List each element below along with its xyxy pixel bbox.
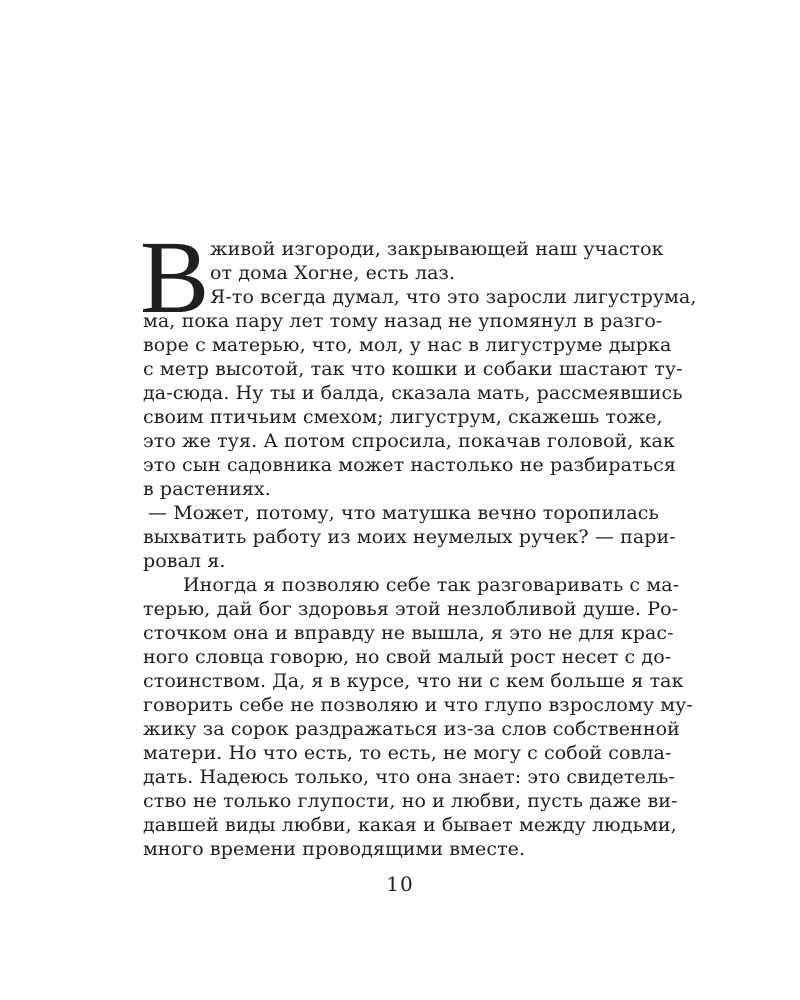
text-line: матери. Но что есть, то есть, не могу с собой совла- — [143, 742, 672, 764]
text-line: говорить себе не позволяю и что глупо взрослому му- — [143, 694, 693, 716]
text-line: Я-то всегда думал, что это заросли лигуструма, — [210, 286, 697, 308]
text-line: выхватить работу из моих неумелых ручек? — пари- — [143, 526, 676, 548]
text-line: много времени проводящими вместе. — [143, 838, 526, 860]
dialogue-line: — Может, потому, что матушка вечно торопилась — [148, 502, 659, 524]
text-line: это сын садовника может настолько не разбираться — [143, 454, 676, 476]
text-line: да-сюда. Ну ты и балда, сказала мать, рассмеявшись — [143, 382, 683, 404]
text-line: своим птичьим смехом; лигуструм, скажешь тоже, — [143, 406, 663, 428]
text-line: ровал я. — [143, 550, 226, 572]
text-line: терью, дай бог здоровья этой незлобливой душе. Ро- — [143, 598, 679, 620]
drop-cap-letter: В — [140, 220, 210, 335]
text-line: давшей виды любви, какая и бывает между людьми, — [143, 814, 677, 836]
text-line: в растениях. — [143, 478, 271, 500]
text-line: от дома Хогне, есть лаз. — [210, 262, 456, 284]
text-line: стоинством. Да, я в курсе, что ни с кем больше я так — [143, 670, 684, 692]
text-line: ство не только глупости, но и любви, пусть даже ви- — [143, 790, 678, 812]
text-line: это же туя. А потом спросила, покачав головой, как — [143, 430, 675, 452]
text-line: с метр высотой, так что кошки и собаки шастают ту- — [143, 358, 683, 380]
page-number: 10 — [386, 872, 414, 896]
text-line: дать. Надеюсь только, что она знает: это свидетель- — [143, 766, 675, 788]
paragraph-first-line: Иногда я позволяю себе так разговаривать с ма- — [183, 574, 680, 596]
text-line: живой изгороди, закрывающей наш участок — [210, 238, 664, 260]
text-line: ного словца говорю, но свой малый рост несет с до- — [143, 646, 672, 668]
text-line: жику за сорок раздражаться из-за слов собственной — [143, 718, 680, 740]
text-line: сточком она и вправду не вышла, я это не для крас- — [143, 622, 674, 644]
text-line: воре с матерью, что, мол, у нас в лигуструме дырка — [143, 334, 672, 356]
text-line: ма, пока пару лет тому назад не упомянул в разго- — [143, 310, 663, 332]
